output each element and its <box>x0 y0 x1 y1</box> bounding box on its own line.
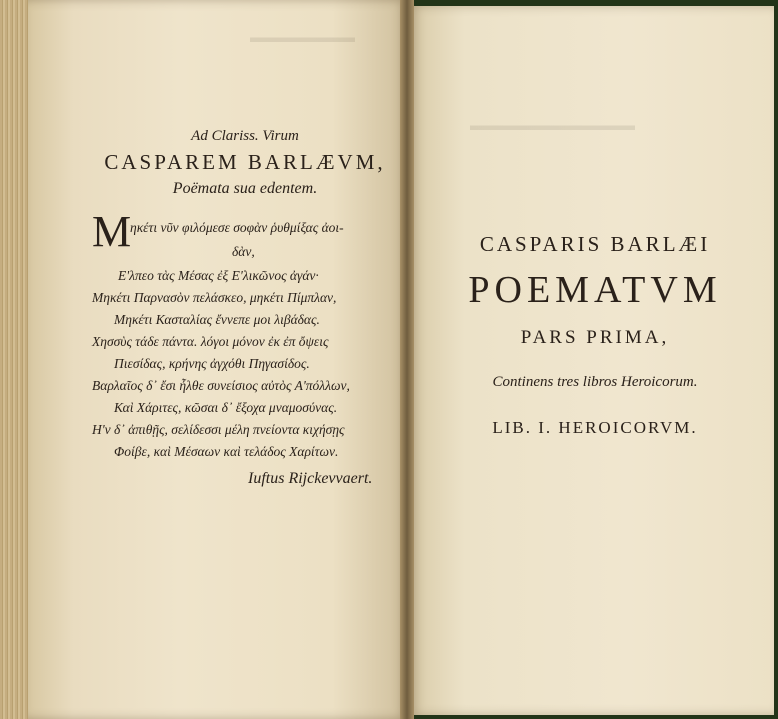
poem-line: Η'ν δ᾽ ἀπιθῇς, σελίδεσσι μέλη πνείοντα κιχήσῃς <box>92 422 345 437</box>
bleed-through-texture: ▬▬▬▬▬▬▬▬▬▬▬ <box>470 118 635 134</box>
poem-line: δὰν, <box>232 244 255 259</box>
right-page <box>410 6 774 715</box>
dedication-line: Ad Clariss. Virum <box>191 128 299 144</box>
bleed-through-texture: ▬▬▬▬▬▬▬ <box>250 30 355 46</box>
poem-line: Πιεσίδας, κρήνης ἀγχόθι Πηγασίδος. <box>114 356 310 371</box>
poem-line: Χησσὺς τάδε πάντα. λόγοι μόνον ἐκ ἐπ ὄψεις <box>92 334 329 349</box>
poem-line: Φοίβε, καὶ Μέσαων καὶ τελάδος Χαρίτων. <box>114 444 339 459</box>
drop-cap: M <box>92 207 132 256</box>
part-title: PARS PRIMA, <box>520 327 670 348</box>
recipient-name: CASPAREM BARLÆVM, <box>104 150 386 174</box>
poem-line: Μηκέτι Παρνασὸν πελάσκεο, μηκέτι Πίμπλαν, <box>92 290 337 305</box>
signature: Iuftus Rijckevvaert. <box>248 470 373 487</box>
poem-line: ηκέτι νῦν φιλόμεσε σοφὰν ῥυθμίξας ἀοι- <box>130 220 344 235</box>
recipient-subtitle: Poëmata sua edentem. <box>172 180 318 197</box>
book-heading: LIB. I. HEROICORVM. <box>492 418 698 437</box>
part-description: Continens tres libros Heroicorum. <box>492 374 698 390</box>
main-title: POEMATVM <box>468 269 722 311</box>
poem-line: Βαρλαῖος δ᾽ ἔσι ἦλθε συνείσιος αὐτὸς Α'πόλλων, <box>92 378 350 393</box>
poem-line: Καὶ Χάριτες, κῶσαι δ᾽ ἔξοχα μναμοσύνας. <box>114 400 338 415</box>
poem-line: Μηκέτι Κασταλίας ἔννεπε μοι λιβάδας. <box>114 312 320 327</box>
author-name: CASPARIS BARLÆI <box>479 232 711 256</box>
book-gutter <box>400 0 414 719</box>
poem-line: Ε'λπεο τὰς Μέσας ἐξ Ε'λικῶνος ἀγάν· <box>118 268 319 283</box>
